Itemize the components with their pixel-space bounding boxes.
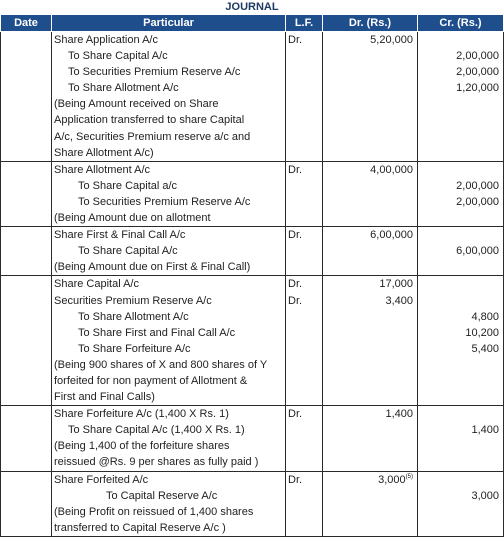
credit-amount (420, 504, 501, 520)
journal-title: JOURNAL (225, 1, 279, 13)
debit-mark (288, 454, 320, 470)
debit-mark (288, 112, 320, 128)
journal-entry (1, 406, 504, 471)
debit-mark (288, 488, 320, 504)
entry-particular-cell (52, 32, 286, 162)
entry-particular-cell (52, 471, 286, 536)
entry-dr-cell (323, 276, 418, 406)
date-line (3, 227, 49, 243)
debit-mark (288, 309, 320, 325)
debit-mark (288, 259, 320, 275)
credit-amount: 2,00,000 (456, 66, 499, 79)
entry-particular-cell (52, 406, 286, 471)
particular-line: Share Forfeited A/c (54, 473, 149, 486)
particular-line: reissued @Rs. 9 per shares as fully paid ) (54, 456, 259, 469)
debit-mark (288, 341, 320, 357)
date-line (3, 162, 49, 178)
date-line (3, 389, 49, 405)
particular-line: To Share Allotment A/c (68, 82, 179, 95)
date-line (3, 472, 49, 488)
date-line (3, 194, 49, 210)
particular-line: Share Forfeiture A/c (1,400 X Rs. 1) (54, 408, 229, 421)
date-line (3, 341, 49, 357)
journal-body (1, 32, 504, 537)
particular-line: To Securities Premium Reserve A/c (78, 195, 251, 208)
date-line (3, 488, 49, 504)
debit-mark (288, 64, 320, 80)
debit-amount-line (325, 373, 415, 389)
credit-amount (420, 129, 501, 145)
credit-amount (420, 227, 501, 243)
particular-line: To Share Forfeiture A/c (78, 342, 191, 355)
credit-amount (420, 210, 501, 226)
journal-table (0, 14, 504, 537)
entry-particular-cell (52, 276, 286, 406)
credit-amount: 2,00,000 (456, 195, 499, 208)
date-line (3, 325, 49, 341)
credit-amount: 5,400 (471, 342, 499, 355)
col-cr-header: Cr. (Rs.) (418, 15, 504, 32)
date-line (3, 259, 49, 275)
credit-amount (420, 32, 501, 48)
entry-date-cell (1, 276, 52, 406)
particular-line: (Being Amount due on allotment (54, 212, 211, 225)
credit-amount (420, 389, 501, 405)
debit-amount: 3,400 (385, 294, 413, 307)
entry-cr-cell (418, 276, 504, 406)
journal-entry (1, 227, 504, 276)
credit-amount (420, 145, 501, 161)
col-particular-header: Particular (52, 15, 286, 32)
particular-line: Securities Premium Reserve A/c (54, 294, 212, 307)
credit-amount (420, 96, 501, 112)
date-line (3, 504, 49, 520)
particular-line: (Being Amount received on Share (54, 98, 219, 111)
credit-amount: 2,00,000 (456, 50, 499, 63)
particular-line: To Share Capital a/c (78, 179, 178, 192)
particular-line: To Share Capital A/c (78, 245, 178, 258)
date-line (3, 145, 49, 161)
debit-mark (288, 520, 320, 536)
particular-line: Application transferred to share Capital (54, 114, 245, 127)
entry-cr-cell (418, 227, 504, 276)
credit-amount (420, 373, 501, 389)
date-line (3, 129, 49, 145)
particular-line: To Share First and Final Call A/c (78, 326, 236, 339)
debit-mark: Dr. (288, 34, 303, 46)
debit-mark: Dr. (288, 163, 303, 176)
debit-amount-line (325, 422, 415, 438)
debit-mark (288, 373, 320, 389)
debit-amount-line (325, 309, 415, 325)
credit-amount (420, 472, 501, 488)
particular-line: To Share Allotment A/c (78, 310, 189, 323)
debit-mark (288, 178, 320, 194)
entry-cr-cell (418, 161, 504, 226)
entry-lf-cell (286, 32, 323, 162)
credit-amount (420, 406, 501, 422)
debit-amount: 5,20,000 (370, 34, 413, 46)
debit-mark (288, 80, 320, 96)
journal-entry (1, 276, 504, 406)
debit-amount: 1,400 (385, 408, 413, 421)
particular-line: To Securities Premium Reserve A/c (68, 66, 241, 79)
journal-entry (1, 32, 504, 162)
debit-amount-line (325, 293, 415, 309)
credit-amount (420, 259, 501, 275)
particular-line: To Share Capital A/c (1,400 X Rs. 1) (68, 424, 245, 437)
entry-cr-cell (418, 406, 504, 471)
debit-mark: Dr. (288, 408, 303, 421)
debit-amount-line (325, 438, 415, 454)
entry-dr-cell (323, 406, 418, 471)
date-line (3, 373, 49, 389)
credit-amount: 3,000 (471, 489, 499, 502)
debit-mark (288, 389, 320, 405)
credit-amount (420, 112, 501, 128)
debit-mark (288, 145, 320, 161)
debit-amount-line (325, 194, 415, 210)
debit-amount-line (325, 357, 415, 373)
particular-line: Share Allotment A/c (54, 163, 150, 176)
entry-particular-cell (52, 161, 286, 226)
entry-dr-cell (323, 32, 418, 162)
particular-line: To Capital Reserve A/c (106, 489, 218, 502)
entry-date-cell (1, 227, 52, 276)
date-line (3, 178, 49, 194)
debit-amount-line (325, 504, 415, 520)
debit-mark: Dr. (288, 278, 303, 291)
debit-mark (288, 325, 320, 341)
particular-line: A/c, Securities Premium reserve a/c and (54, 130, 251, 143)
credit-amount (420, 520, 501, 536)
journal-entry (1, 471, 504, 536)
debit-amount-line (325, 259, 415, 275)
particular-line: forfeited for non payment of Allotment & (54, 374, 248, 387)
date-line (3, 309, 49, 325)
debit-amount-line (325, 162, 415, 178)
entry-particular-cell (52, 227, 286, 276)
debit-amount-line (325, 488, 415, 504)
particular-line: To Share Capital A/c (68, 50, 168, 63)
debit-mark (288, 504, 320, 520)
entry-date-cell (1, 406, 52, 471)
entry-dr-cell (323, 471, 418, 536)
debit-amount-line (325, 520, 415, 536)
date-line (3, 357, 49, 373)
debit-mark (288, 357, 320, 373)
debit-amount: 17,000 (379, 278, 413, 291)
debit-amount-line (325, 129, 415, 145)
debit-amount-line (325, 210, 415, 226)
debit-mark: Dr. (288, 294, 303, 307)
date-line (3, 406, 49, 422)
entry-lf-cell (286, 471, 323, 536)
debit-amount-line (325, 48, 415, 64)
entry-dr-cell (323, 227, 418, 276)
credit-amount: 1,20,000 (456, 82, 499, 95)
particular-line: Share First & Final Call A/c (54, 229, 186, 242)
date-line (3, 32, 49, 48)
entry-cr-cell (418, 471, 504, 536)
debit-amount-line (325, 276, 415, 292)
credit-amount (420, 276, 501, 292)
credit-amount: 6,00,000 (456, 245, 499, 258)
debit-amount: 4,00,000 (370, 163, 413, 176)
debit-mark (288, 48, 320, 64)
particular-line: First and Final Calls) (54, 391, 155, 404)
particular-line: (Being Profit on reissued of 1,400 shares (54, 505, 254, 518)
entry-dr-cell (323, 161, 418, 226)
debit-amount-line (325, 32, 415, 48)
credit-amount (420, 293, 501, 309)
entry-lf-cell (286, 161, 323, 226)
debit-amount-line (325, 227, 415, 243)
debit-mark (288, 422, 320, 438)
debit-amount-line (325, 341, 415, 357)
credit-amount (420, 454, 501, 470)
entry-date-cell (1, 32, 52, 162)
debit-mark: Dr. (288, 473, 303, 486)
credit-amount (420, 438, 501, 454)
credit-amount: 10,200 (465, 326, 499, 339)
debit-mark (288, 129, 320, 145)
credit-amount: 4,800 (471, 310, 499, 323)
particular-line: (Being 900 shares of X and 800 shares of Y (54, 358, 268, 371)
particular-line: Share Application A/c (54, 34, 158, 46)
debit-mark (288, 96, 320, 112)
debit-mark: Dr. (288, 229, 303, 242)
debit-amount-line (325, 389, 415, 405)
debit-amount-line (325, 145, 415, 161)
header-row (1, 15, 504, 32)
col-lf-header: L.F. (286, 15, 323, 32)
debit-amount-line (325, 406, 415, 422)
entry-lf-cell (286, 227, 323, 276)
date-line (3, 243, 49, 259)
particular-line: (Being Amount due on First & Final Call) (54, 261, 251, 274)
journal-entry (1, 161, 504, 226)
date-line (3, 96, 49, 112)
debit-amount-line (325, 454, 415, 470)
debit-amount-line (325, 325, 415, 341)
particular-line: Share Allotment A/c) (54, 146, 154, 159)
debit-mark (288, 243, 320, 259)
date-line (3, 422, 49, 438)
entry-lf-cell (286, 276, 323, 406)
debit-footnote-mark: (5) (405, 473, 413, 480)
debit-amount-line (325, 178, 415, 194)
col-dr-header: Dr. (Rs.) (323, 15, 418, 32)
debit-amount-line (325, 243, 415, 259)
debit-mark (288, 210, 320, 226)
entry-cr-cell (418, 32, 504, 162)
particular-line: (Being 1,400 of the forfeiture shares (54, 440, 230, 453)
debit-amount: 3,000 (378, 473, 406, 486)
date-line (3, 112, 49, 128)
date-line (3, 64, 49, 80)
particular-line: transferred to Capital Reserve A/c ) (54, 521, 226, 534)
credit-amount (420, 357, 501, 373)
credit-amount: 1,400 (471, 424, 499, 437)
debit-mark (288, 438, 320, 454)
debit-mark (288, 194, 320, 210)
date-line (3, 276, 49, 292)
date-line (3, 293, 49, 309)
date-line (3, 520, 49, 536)
date-line (3, 438, 49, 454)
credit-amount (420, 162, 501, 178)
col-date-header: Date (1, 15, 52, 32)
date-line (3, 80, 49, 96)
date-line (3, 48, 49, 64)
entry-date-cell (1, 471, 52, 536)
date-line (3, 210, 49, 226)
entry-lf-cell (286, 406, 323, 471)
debit-amount-line (325, 472, 415, 488)
entry-date-cell (1, 161, 52, 226)
debit-amount-line (325, 96, 415, 112)
credit-amount: 2,00,000 (456, 179, 499, 192)
debit-amount-line (325, 80, 415, 96)
debit-amount-line (325, 64, 415, 80)
debit-amount: 6,00,000 (370, 229, 413, 242)
date-line (3, 454, 49, 470)
debit-amount-line (325, 112, 415, 128)
particular-line: Share Capital A/c (54, 278, 139, 291)
